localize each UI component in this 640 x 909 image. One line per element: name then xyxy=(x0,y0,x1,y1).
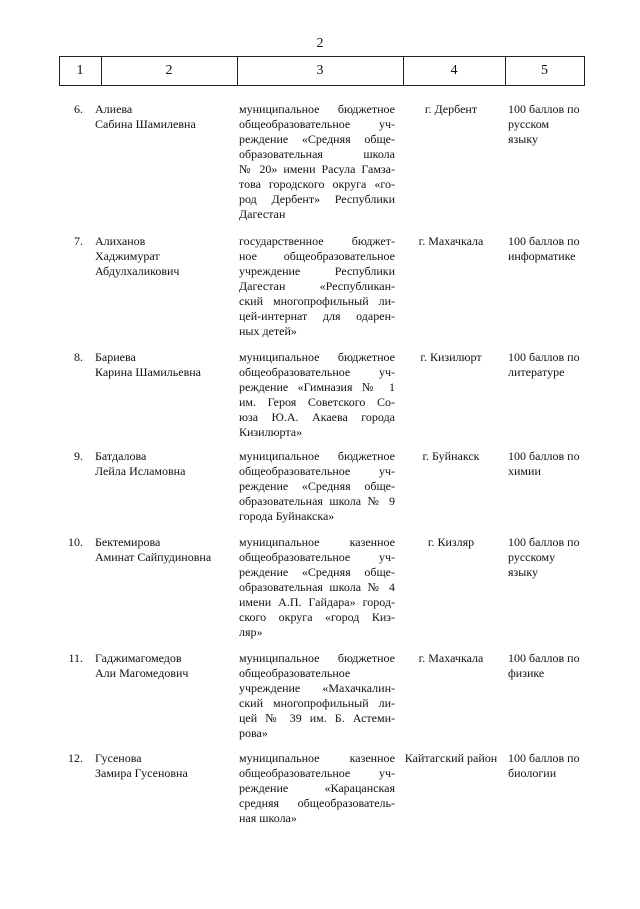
institution-line: ский многопрофильный ли- xyxy=(239,696,395,710)
award xyxy=(508,449,603,479)
institution-line: образовательная школа № 9 xyxy=(239,494,395,508)
award-line: химии xyxy=(508,464,541,478)
institution-line: муниципальное бюджетное xyxy=(239,350,395,364)
institution-line: Дагестан «Республикан- xyxy=(239,279,395,293)
institution-line: № 20» имени Расула Гамза- xyxy=(239,162,395,176)
table-header xyxy=(59,56,585,86)
institution-line: рова» xyxy=(239,726,268,740)
institution-line: муниципальное бюджетное xyxy=(239,102,395,116)
row-number: 11. xyxy=(68,651,83,665)
student-name xyxy=(95,751,235,781)
row-number: 9. xyxy=(74,449,83,463)
institution-line: реждение «Средняя обще- xyxy=(239,479,395,493)
institution xyxy=(239,651,395,741)
city: г. Дербент xyxy=(424,102,478,116)
institution-line: род Дербент» Республики xyxy=(239,192,395,206)
award xyxy=(508,102,603,147)
student-name-line: Бектемирова xyxy=(95,535,161,549)
row-number: 8. xyxy=(74,350,83,364)
student-name-line: Карина Шамильевна xyxy=(95,365,201,379)
student-name xyxy=(95,102,235,132)
institution-line: Кизилюрта» xyxy=(239,425,303,439)
institution xyxy=(239,751,395,826)
award-line: 100 баллов по xyxy=(508,751,580,765)
institution-line: муниципальное бюджетное xyxy=(239,449,395,463)
institution-line: общеобразовательное уч- xyxy=(239,117,395,131)
institution-line: имени А.П. Гайдара» город- xyxy=(239,595,395,609)
city: г. Кизляр xyxy=(427,535,475,549)
institution xyxy=(239,102,395,222)
student-name-line: Замира Гусеновна xyxy=(95,766,188,780)
institution-line: цей № 39 им. Б. Астеми- xyxy=(239,711,395,725)
student-name-line: Гусенова xyxy=(95,751,142,765)
institution-line: им. Героя Советского Со- xyxy=(239,395,395,409)
institution-line: общеобразовательное уч- xyxy=(239,766,395,780)
institution-line: ский многопрофильный ли- xyxy=(239,294,395,308)
institution-line: общеобразовательное xyxy=(239,666,351,680)
student-name xyxy=(95,350,235,380)
institution-line: реждение «Средняя обще- xyxy=(239,565,395,579)
institution-line: образовательная школа № 4 xyxy=(239,580,395,594)
award-line: 100 баллов по xyxy=(508,102,580,116)
student-name-line: Батдалова xyxy=(95,449,147,463)
institution-line: ная школа» xyxy=(239,811,297,825)
award xyxy=(508,751,603,781)
student-name-line: Лейла Исламовна xyxy=(95,464,186,478)
award-line: русском xyxy=(508,117,550,131)
row-number: 10. xyxy=(68,535,83,549)
award-line: биологии xyxy=(508,766,557,780)
award-line: 100 баллов по xyxy=(508,535,580,549)
award-line: литературе xyxy=(508,365,565,379)
award xyxy=(508,651,603,681)
institution-line: муниципальное казенное xyxy=(239,535,395,549)
student-name-line: Алиханов xyxy=(95,234,146,248)
column-divider xyxy=(584,57,585,85)
institution-line: города Буйнакска» xyxy=(239,509,335,523)
student-name-line: Абдулхаликович xyxy=(95,264,180,278)
column-header-5: 5 xyxy=(541,63,548,78)
institution-line: реждение «Гимназия № 1 xyxy=(239,380,395,394)
student-name-line: Али Магомедович xyxy=(95,666,189,680)
institution-line: учреждение Республики xyxy=(239,264,395,278)
student-name-line: Сабина Шамилевна xyxy=(95,117,196,131)
institution-line: ляр» xyxy=(239,625,263,639)
student-name xyxy=(95,651,235,681)
award-line: языку xyxy=(508,565,538,579)
award xyxy=(508,234,603,264)
institution-line: общеобразовательное уч- xyxy=(239,550,395,564)
city: Кайтагский район xyxy=(404,751,498,765)
institution xyxy=(239,449,395,524)
column-header-2: 2 xyxy=(165,63,173,78)
institution xyxy=(239,535,395,640)
institution-line: общеобразовательное уч- xyxy=(239,464,395,478)
institution-line: Дагестан xyxy=(239,207,286,221)
institution-line: образовательная школа xyxy=(239,147,395,161)
institution-line: государственное бюджет- xyxy=(239,234,395,248)
student-name-line: Алиева xyxy=(95,102,133,116)
award-line: 100 баллов по xyxy=(508,651,580,665)
institution-line: средняя общеобразователь- xyxy=(239,796,395,810)
city: г. Буйнакск xyxy=(422,449,480,463)
column-header-1: 1 xyxy=(76,63,84,78)
award-line: информатике xyxy=(508,249,576,263)
student-name-line: Гаджимагомедов xyxy=(95,651,182,665)
institution-line: юза Ю.А. Акаева города xyxy=(239,410,395,424)
award-line: 100 баллов по xyxy=(508,350,580,364)
institution-line: муниципальное казенное xyxy=(239,751,395,765)
institution-line: ского округа «город Киз- xyxy=(239,610,395,624)
student-name-line: Аминат Сайпудиновна xyxy=(95,550,212,564)
student-name xyxy=(95,449,235,479)
student-name xyxy=(95,535,235,565)
city: г. Махачкала xyxy=(418,234,484,248)
institution-line: общеобразовательное уч- xyxy=(239,365,395,379)
student-name-line: Бариева xyxy=(95,350,136,364)
institution-line: муниципальное бюджетное xyxy=(239,651,395,665)
institution-line: реждение «Средняя обще- xyxy=(239,132,395,146)
institution-line: учреждение «Махачкалин- xyxy=(239,681,395,695)
award-line: 100 баллов по xyxy=(508,449,580,463)
city: г. Кизилюрт xyxy=(420,350,482,364)
row-number: 12. xyxy=(68,751,83,765)
page-number: 2 xyxy=(316,36,324,51)
award xyxy=(508,535,603,580)
award-line: языку xyxy=(508,132,538,146)
institution-line: ных детей» xyxy=(239,324,297,338)
student-name xyxy=(95,234,235,279)
institution xyxy=(239,234,395,339)
institution-line: ное общеобразовательное xyxy=(239,249,395,263)
row-number: 7. xyxy=(74,234,83,248)
institution-line: реждение «Карацанская xyxy=(239,781,395,795)
column-header-4: 4 xyxy=(450,63,458,78)
institution-line: това городского округа «го- xyxy=(239,177,395,191)
institution xyxy=(239,350,395,440)
city: г. Махачкала xyxy=(418,651,484,665)
award-line: физике xyxy=(508,666,545,680)
award-line: русскому xyxy=(508,550,556,564)
institution-line: цей-интернат для одарен- xyxy=(239,309,395,323)
student-name-line: Хаджимурат xyxy=(95,249,160,263)
award-line: 100 баллов по xyxy=(508,234,580,248)
column-header-3: 3 xyxy=(316,63,324,78)
award xyxy=(508,350,603,380)
row-number: 6. xyxy=(74,102,83,116)
